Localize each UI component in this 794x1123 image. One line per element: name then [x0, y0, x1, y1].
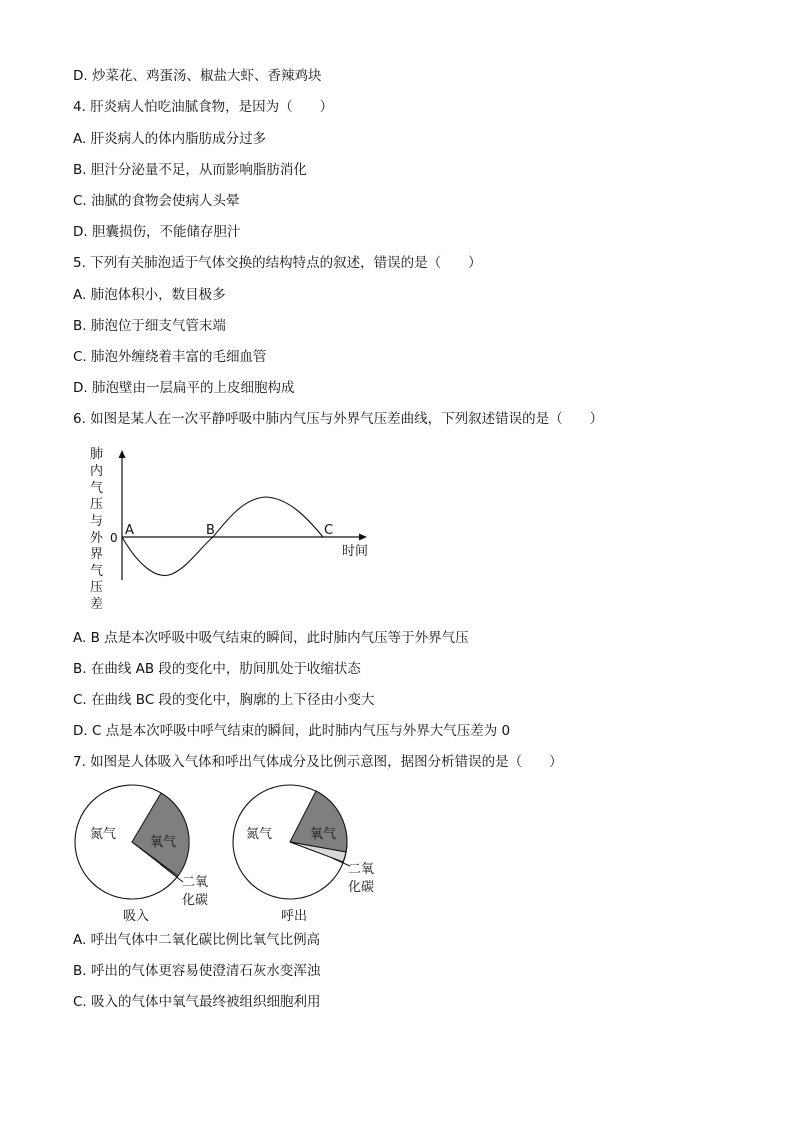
- exhaled-co2-label: 二氧: [348, 862, 375, 877]
- y-label-char: 差: [90, 597, 104, 612]
- question-5-option-b: B. 肺泡位于细支气管末端: [73, 318, 226, 334]
- exhaled-co2-label: 化碳: [348, 880, 375, 895]
- question-4-option-b: B. 胆汁分泌量不足，从而影响脂肪消化: [73, 162, 307, 178]
- inhaled-co2-label: 化碳: [182, 893, 209, 908]
- y-label-char: 内: [90, 464, 104, 479]
- question-6-option-a: A. B 点是本次呼吸中吸气结束的瞬间，此时肺内气压等于外界气压: [73, 630, 469, 646]
- pressure-curve-figure: [80, 440, 390, 620]
- question-6-stem: 6. 如图是某人在一次平静呼吸中肺内气压与外界气压差曲线，下列叙述错误的是（ ）: [73, 411, 604, 427]
- exhaled-oxygen-label: 氧气: [310, 827, 337, 842]
- y-axis-label: [90, 446, 104, 612]
- question-5-option-c: C. 肺泡外缠绕着丰富的毛细血管: [73, 349, 267, 365]
- y-label-char: 界: [90, 547, 104, 562]
- point-c-label: C: [324, 523, 334, 538]
- exhaled-nitrogen-label: 氮气: [246, 827, 273, 842]
- y-label-char: 压: [90, 580, 104, 595]
- question-6-option-c: C. 在曲线 BC 段的变化中，胸廓的上下径由小变大: [73, 692, 375, 708]
- question-7-option-c: C. 吸入的气体中氧气最终被组织细胞利用: [73, 994, 321, 1010]
- question-4-option-c: C. 油腻的食物会使病人头晕: [73, 193, 240, 209]
- question-4-stem: 4. 肝炎病人怕吃油腻食物，是因为（ ）: [73, 99, 334, 115]
- question-4-option-d: D. 胆囊损伤，不能储存胆汁: [73, 224, 241, 240]
- x-axis-label: 时间: [342, 544, 369, 559]
- y-label-char: 外: [90, 531, 104, 546]
- question-6-option-b: B. 在曲线 AB 段的变化中，肋间肌处于收缩状态: [73, 661, 361, 677]
- inhaled-caption: 吸入: [123, 909, 150, 924]
- question-5-option-a: A. 肺泡体积小，数目极多: [73, 287, 226, 303]
- y-label-char: 与: [90, 514, 104, 529]
- point-a-label: A: [125, 523, 134, 538]
- pressure-curve: [122, 497, 323, 575]
- question-7-option-b: B. 呼出的气体更容易使澄清石灰水变浑浊: [73, 963, 321, 979]
- exhaled-caption: 呼出: [281, 909, 308, 924]
- y-label-char: 肺: [90, 447, 104, 462]
- inhaled-pie: [75, 785, 208, 924]
- question-5-option-d: D. 肺泡壁由一层扁平的上皮细胞构成: [73, 380, 295, 396]
- exhaled-pie: [233, 785, 374, 924]
- x-axis-arrow: [359, 534, 367, 541]
- y-axis-arrow: [119, 450, 126, 458]
- inhaled-oxygen-label: 氧气: [150, 835, 177, 850]
- inhaled-co2-label: 二氧: [182, 875, 209, 890]
- origin-zero-label: 0: [110, 531, 118, 545]
- question-6-option-d: D. C 点是本次呼吸中呼气结束的瞬间，此时肺内气压与外界大气压差为 0: [73, 723, 511, 739]
- question-7-stem: 7. 如图是人体吸入气体和呼出气体成分及比例示意图，据图分析错误的是（ ）: [73, 754, 563, 770]
- gas-composition-figure: [70, 780, 390, 925]
- y-label-char: 压: [90, 497, 104, 512]
- inhaled-nitrogen-label: 氮气: [90, 827, 117, 842]
- question-4-option-a: A. 肝炎病人的体内脂肪成分过多: [73, 131, 267, 147]
- point-b-label: B: [206, 523, 215, 538]
- question-5-stem: 5. 下列有关肺泡适于气体交换的结构特点的叙述，错误的是（ ）: [73, 255, 482, 271]
- question-7-option-a: A. 呼出气体中二氧化碳比例比氧气比例高: [73, 932, 321, 948]
- question-3-option-d: D. 炒菜花、鸡蛋汤、椒盐大虾、香辣鸡块: [73, 68, 322, 84]
- y-label-char: 气: [90, 564, 104, 579]
- y-label-char: 气: [90, 481, 104, 496]
